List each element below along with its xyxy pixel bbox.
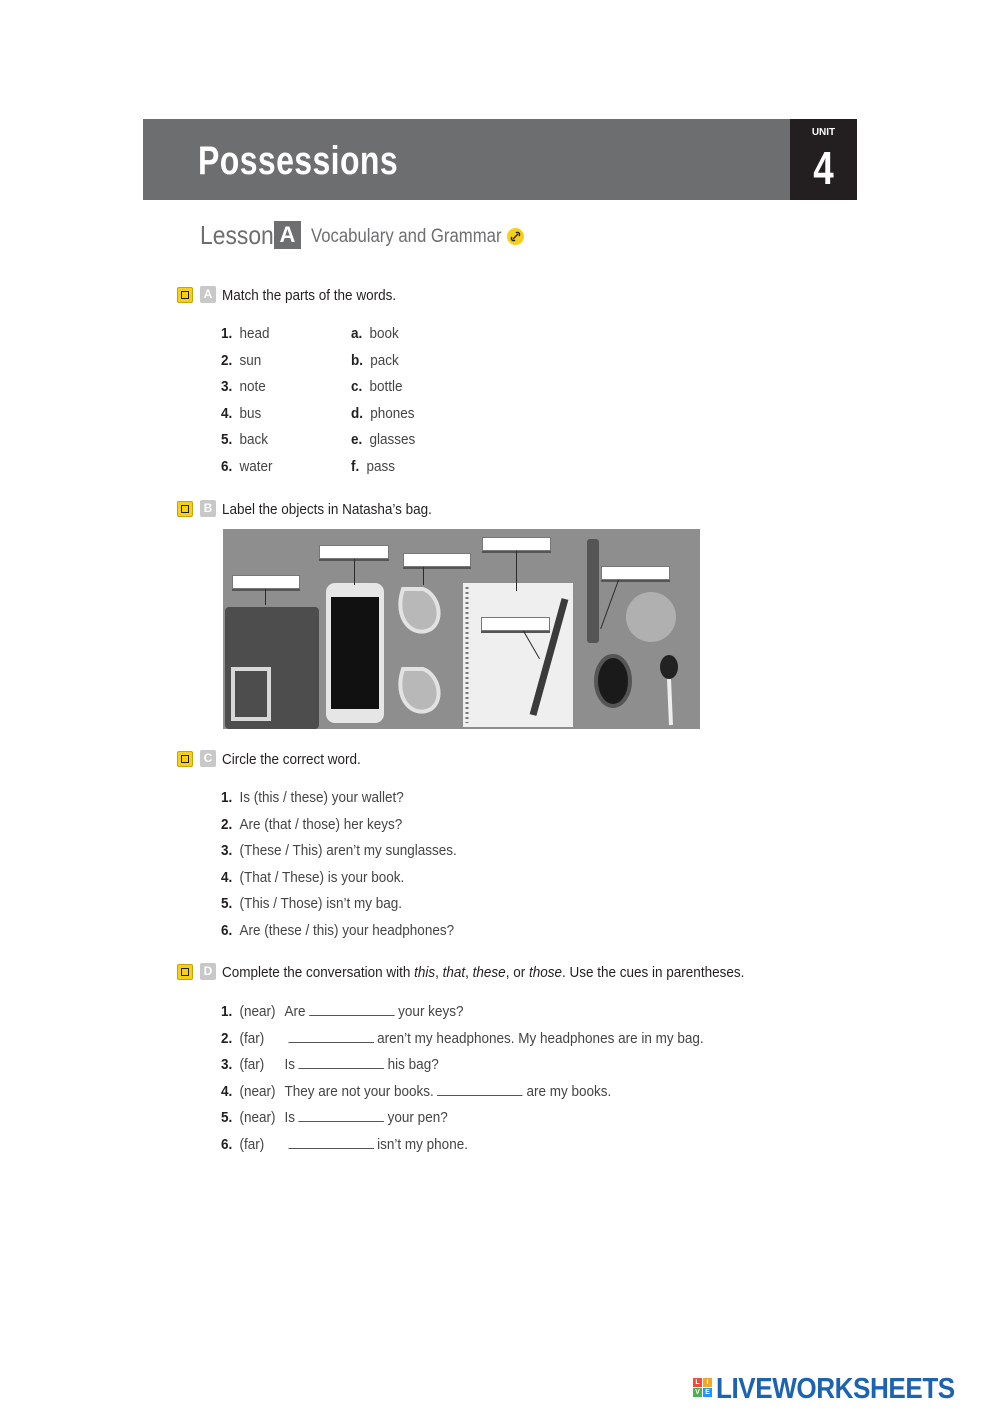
unit-badge — [790, 119, 857, 200]
match-left-item: 3. note — [221, 378, 266, 395]
answer-blank[interactable] — [299, 1109, 384, 1122]
match-left-item: 2. sun — [221, 352, 262, 369]
sunglasses-lens-top — [400, 589, 438, 632]
lesson-letter: A — [274, 221, 301, 249]
answer-blank[interactable] — [288, 1136, 374, 1149]
section-d-instruction: Complete the conversation with this, that, these, or those. Use the cues in parentheses. — [222, 964, 745, 981]
match-right-item: a. book — [351, 325, 399, 342]
match-right-item: b. pack — [351, 352, 399, 369]
circle-item[interactable]: 6. Are (these / this) your headphones? — [221, 922, 455, 939]
liveworksheets-logo-icon — [693, 1378, 713, 1398]
completion-item: 3. (far) Is his bag? — [221, 1056, 439, 1073]
lesson-word: Lesson — [200, 220, 274, 250]
match-left-item: 5. back — [221, 431, 268, 448]
leader-line — [516, 551, 517, 591]
bag-objects-photo — [223, 529, 700, 729]
phone-screen — [331, 597, 379, 709]
logo-letter: E — [703, 1388, 712, 1397]
page-title: Possessions — [198, 139, 399, 183]
label-blank-phone[interactable] — [319, 545, 389, 559]
edit-icon — [177, 501, 193, 517]
section-a-letter: A — [200, 286, 216, 303]
completion-item: 6. (far) isn’t my phone. — [221, 1136, 468, 1153]
section-d-letter: D — [200, 963, 216, 980]
label-blank-wallet[interactable] — [232, 575, 300, 589]
completion-item: 1. (near) Are your keys? — [221, 1003, 464, 1020]
match-right-item: d. phones — [351, 405, 415, 422]
match-right-item: c. bottle — [351, 378, 403, 395]
edit-icon — [177, 751, 193, 767]
circle-item[interactable]: 2. Are (that / those) her keys? — [221, 816, 403, 833]
circle-item[interactable]: 4. (That / These) is your book. — [221, 869, 405, 886]
completion-item: 4. (near) They are not your books. are my books. — [221, 1083, 612, 1100]
section-c-letter: C — [200, 750, 216, 767]
label-blank-sunglasses[interactable] — [403, 553, 471, 567]
lesson-subtitle: Vocabulary and Grammar — [311, 226, 502, 247]
unit-label: UNIT — [811, 127, 836, 138]
brush-head — [660, 655, 678, 679]
leader-line — [265, 589, 266, 605]
liveworksheets-brand[interactable]: LIVEWORKSHEETS — [716, 1373, 955, 1405]
answer-blank[interactable] — [437, 1083, 523, 1096]
label-blank-notebook[interactable] — [482, 537, 551, 551]
brush-handle — [669, 679, 671, 725]
match-left-item: 1. head — [221, 325, 270, 342]
answer-blank[interactable] — [288, 1030, 374, 1043]
link-icon[interactable] — [507, 228, 524, 245]
match-right-item: e. glasses — [351, 431, 416, 448]
section-b-letter: B — [200, 500, 216, 517]
circle-item[interactable]: 3. (These / This) aren’t my sunglasses. — [221, 842, 457, 859]
completion-item: 5. (near) Is your pen? — [221, 1109, 448, 1126]
match-left-item: 4. bus — [221, 405, 262, 422]
tube-shape — [587, 539, 599, 643]
circle-item[interactable]: 1. Is (this / these) your wallet? — [221, 789, 404, 806]
mirror-shape — [596, 656, 630, 706]
section-b-instruction: Label the objects in Natasha’s bag. — [222, 501, 432, 518]
section-c-instruction: Circle the correct word. — [222, 751, 361, 768]
answer-blank[interactable] — [309, 1003, 395, 1016]
leader-line — [354, 559, 355, 585]
edit-icon — [177, 287, 193, 303]
compact-shape — [626, 592, 676, 642]
answer-blank[interactable] — [299, 1056, 384, 1069]
logo-letter: V — [693, 1388, 702, 1397]
label-blank-pen[interactable] — [481, 617, 550, 631]
logo-letter: I — [703, 1378, 712, 1387]
leader-line — [423, 567, 424, 585]
circle-item[interactable]: 5. (This / Those) isn’t my bag. — [221, 895, 403, 912]
label-blank-compact[interactable] — [601, 566, 670, 580]
completion-item: 2. (far) aren’t my headphones. My headphones are in my bag. — [221, 1030, 704, 1047]
match-right-item: f. pass — [351, 458, 395, 475]
edit-icon — [177, 964, 193, 980]
section-a-instruction: Match the parts of the words. — [222, 287, 397, 304]
logo-letter: L — [693, 1378, 702, 1387]
unit-number: 4 — [813, 142, 834, 194]
notebook-shape — [463, 583, 573, 727]
sunglasses-lens-bottom — [400, 669, 438, 712]
match-left-item: 6. water — [221, 458, 273, 475]
